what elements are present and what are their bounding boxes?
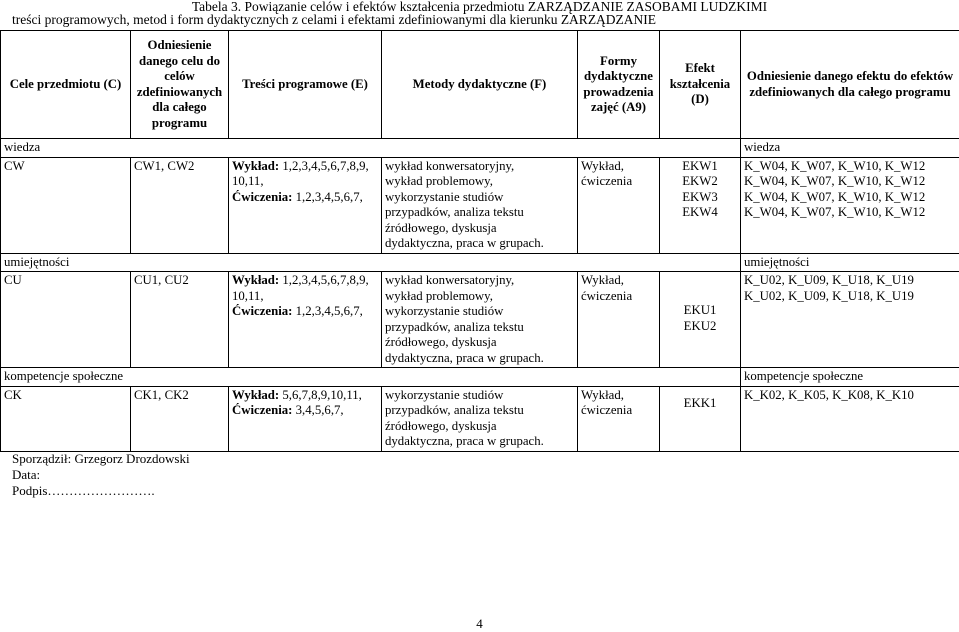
metody-line: wykład konwersatoryjny, [385,273,574,289]
metody-line: przypadków, analiza tekstu [385,205,574,221]
section-label: wiedza [1,139,741,158]
tresci-cwiczenia-label: Ćwiczenia: [232,304,292,318]
metody-cell [382,157,578,253]
metody-line: wykład problemowy, [385,174,574,190]
cel-cell: CK [1,386,131,451]
tresci-cwiczenia-label: Ćwiczenia: [232,403,292,417]
page-number: 4 [0,616,959,632]
header-odniesienie-celu: Odniesienie danego celu do celów zdefiniowanych dla całego programu [131,31,229,139]
metody-line: źródłowego, dyskusja [385,335,574,351]
table-title-line1: Tabela 3. Powiązanie celów i efektów kształcenia przedmiotu ZARZĄDZANIE ZASOBAMI LUDZKIMI [0,0,959,14]
section-label-right: umiejętności [741,253,959,272]
header-row [1,31,959,139]
odniesienie-efektu-cell [741,272,959,368]
metody-cell [382,386,578,451]
section-label-right: kompetencje społeczne [741,368,959,387]
odniesienie-cell: CW1, CW2 [131,157,229,253]
efekt-code: EKW1 [663,159,737,175]
efekt-cell [660,157,741,253]
tresci-cell [229,386,382,451]
tresci-wyklad: 5,6,7,8,9,10,11, [279,388,362,402]
signature-label: Podpis……………………. [12,483,190,499]
odniesienie-efektu-line: K_U02, K_U09, K_U18, K_U19 [744,273,956,289]
metody-line: przypadków, analiza tekstu [385,403,574,419]
tresci-cell [229,272,382,368]
header-formy: Formy dydaktyczne prowadzenia zajęć (A9) [578,31,660,139]
section-header-row [1,253,959,272]
metody-line: wykorzystanie studiów [385,304,574,320]
formy-line: Wykład, [581,273,656,289]
formy-cell [578,386,660,451]
efekt-code: EKU1 [663,303,737,319]
formy-line: Wykład, [581,159,656,175]
metody-line: źródłowego, dyskusja [385,221,574,237]
tresci-cwiczenia: 3,4,5,6,7, [292,403,343,417]
metody-cell [382,272,578,368]
section-label-right: wiedza [741,139,959,158]
odniesienie-efektu-line: K_W04, K_W07, K_W10, K_W12 [744,174,956,190]
cel-cell: CW [1,157,131,253]
header-metody: Metody dydaktyczne (F) [382,31,578,139]
table-row [1,386,959,451]
efekt-code: EKW4 [663,205,737,221]
metody-line: wykład konwersatoryjny, [385,159,574,175]
section-header-row [1,368,959,387]
formy-line: Wykład, [581,388,656,404]
odniesienie-efektu-cell [741,386,959,451]
formy-line: ćwiczenia [581,174,656,190]
tresci-cwiczenia: 1,2,3,4,5,6,7, [292,190,362,204]
table-row [1,272,959,368]
tresci-wyklad-label: Wykład: [232,388,279,402]
prepared-by: Sporządził: Grzegorz Drozdowski [12,451,190,467]
efekt-code: EKU2 [663,319,737,335]
section-header-row [1,139,959,158]
metody-line: dydaktyczna, praca w grupach. [385,236,574,252]
formy-line: ćwiczenia [581,403,656,419]
odniesienie-efektu-line: K_W04, K_W07, K_W10, K_W12 [744,205,956,221]
tresci-wyklad: 1,2,3,4,5,6,7,8,9, 10,11, [232,273,369,303]
efekt-code: EKW3 [663,190,737,206]
header-cele: Cele przedmiotu (C) [1,31,131,139]
formy-cell [578,272,660,368]
table-title-line2: treści programowych, metod i form dydaktycznych z celami i efektami zdefiniowanymi dla kierunku ZARZĄDZANIE [12,13,656,27]
header-efekt: Efekt kształcenia (D) [660,31,741,139]
odniesienie-efektu-line: K_W04, K_W07, K_W10, K_W12 [744,190,956,206]
efekt-code: EKK1 [663,396,737,412]
metody-line: dydaktyczna, praca w grupach. [385,351,574,367]
footer [12,451,190,499]
metody-line: wykład problemowy, [385,289,574,305]
formy-cell [578,157,660,253]
odniesienie-efektu-line: K_W04, K_W07, K_W10, K_W12 [744,159,956,175]
cel-cell: CU [1,272,131,368]
efekt-code: EKW2 [663,174,737,190]
tresci-cell [229,157,382,253]
tresci-cwiczenia-label: Ćwiczenia: [232,190,292,204]
formy-line: ćwiczenia [581,289,656,305]
header-tresci: Treści programowe (E) [229,31,382,139]
header-odniesienie-efektu: Odniesienie danego efektu do efektów zdefiniowanych dla całego programu [741,31,959,139]
section-label: kompetencje społeczne [1,368,741,387]
efekt-cell [660,272,741,368]
mapping-table [0,30,959,452]
metody-line: dydaktyczna, praca w grupach. [385,434,574,450]
odniesienie-efektu-cell [741,157,959,253]
odniesienie-cell: CU1, CU2 [131,272,229,368]
tresci-wyklad: 1,2,3,4,5,6,7,8,9, 10,11, [232,159,369,189]
tresci-wyklad-label: Wykład: [232,159,279,173]
metody-line: przypadków, analiza tekstu [385,320,574,336]
odniesienie-efektu-line: K_U02, K_U09, K_U18, K_U19 [744,289,956,305]
metody-line: wykorzystanie studiów [385,388,574,404]
metody-line: źródłowego, dyskusja [385,419,574,435]
odniesienie-efektu-line: K_K02, K_K05, K_K08, K_K10 [744,388,956,404]
odniesienie-cell: CK1, CK2 [131,386,229,451]
date-label: Data: [12,467,190,483]
metody-line: wykorzystanie studiów [385,190,574,206]
tresci-wyklad-label: Wykład: [232,273,279,287]
tresci-cwiczenia: 1,2,3,4,5,6,7, [292,304,362,318]
efekt-cell [660,386,741,451]
table-row [1,157,959,253]
section-label: umiejętności [1,253,741,272]
